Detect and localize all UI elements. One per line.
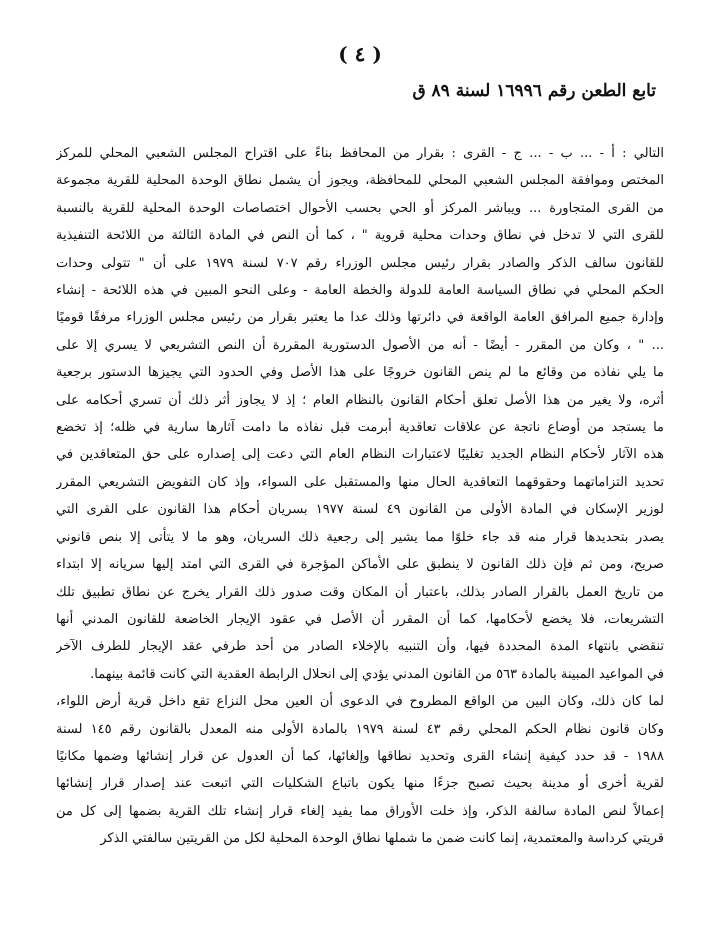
body-line: صريح، ومن ثم فإن ذلك القانون لا ينطبق على الأماكن المؤجرة في القرى التي امتد إليها سريانه إلا ابتداء: [56, 557, 664, 573]
body-line: ١٩٨٨ - قد حدد كيفية إنشاء القرى وتحديد نطاقها وإلغائها، كما أن العدول عن قرار إنشائها وضمها مكانيًا: [56, 748, 664, 764]
body-line: تنقضي بانتهاء المدة المحددة فيها، وأن التنبيه بالإخلاء الصادر من أحد طرفي عقد الإيجار للطرف الآخر: [56, 639, 664, 655]
body-line: في المواعيد المبينة بالمادة ٥٦٣ من القانون المدني يؤدي إلى انحلال الرابطة العقدية التي كانت قائمة بينهما.: [90, 666, 664, 682]
body-line: وإدارة جميع المرافق العامة الواقعة في دائرتها وذلك عدا ما يعتبر بقرار من رئيس مجلس الوزراء مرفقًا قوميًا: [56, 310, 664, 326]
body-line: لوزير الإسكان في المادة الأولى من القانون ٤٩ لسنة ١٩٧٧ بسريان أحكام هذا القانون على القرى التي: [56, 502, 664, 518]
body-line: للقانون سالف الذكر والصادر بقرار رئيس مجلس الوزراء رقم ٧٠٧ لسنة ١٩٧٩ على أن " تتولى وحدات: [56, 255, 664, 271]
body-line: إعمالاً لنص المادة سالفة الذكر، وإذ خلت الأوراق مما يفيد إلغاء قرار إنشاء تلك القرية بضمها إلى كل من: [56, 803, 664, 819]
body-text: [56, 140, 664, 853]
body-line: يصدر بتحديدها قرار منه قد جاء خلوًا مما يشير إلى رجعية ذلك السريان، وهو ما لا يتأتى إلا بنص قانوني: [56, 529, 664, 545]
body-line: ما يستجد من أوضاع ناتجة عن علاقات تعاقدية أبرمت قبل نفاذه ما دامت آثارها سارية في ظله؛ إذ تخضع: [56, 420, 664, 436]
body-line: من القرى المتجاورة ... ويباشر المركز أو الحي بحسب الأحوال اختصاصات الوحدة المحلية للقرية بالنسبة: [56, 200, 664, 216]
body-line: لقرية أخرى أو مدينة بحيث تصبح جزءًا منها يكون باتباع الشكليات التي اتبعت عند إصدار قرار إنشائها: [56, 776, 664, 792]
body-line: المختص وموافقة المجلس الشعبي المحلي للمحافظة، ويجوز أن يشمل نطاق الوحدة المحلية للقرية مجموعة: [56, 173, 664, 189]
body-line: وكان قانون نظام الحكم المحلي رقم ٤٣ لسنة ١٩٧٩ بالمادة الأولى منه المعدل بالقانون رقم ١٤٥ لسنة: [56, 721, 664, 737]
page-number: ( ٤ ): [338, 42, 382, 66]
body-line: التالي : أ - ... ب - ... ج - القرى : بقرار من المحافظ بناءً على اقتراح المجلس الشعبي المحلي للمركز: [56, 146, 664, 161]
body-line: التشريعات، فلا يخضع لأحكامها، كما أن المقرر أن الأصل في عقود الإيجار الخاضعة للقانون المدني أنها: [56, 611, 664, 627]
body-line: ... " ، وكان من المقرر - أيضًا - أنه من الأصول الدستورية المقررة أن النص التشريعي لا يسري إلا على: [56, 337, 664, 353]
body-line: هذه الآثار لأحكام النظام الجديد تغليبًا لاعتبارات النظام العام التي دعت إلى إصداره على حق المتعاقدين في: [56, 447, 664, 463]
body-line: لما كان ذلك، وكان البين من الواقع المطروح في الدعوى أن العين محل النزاع تقع داخل قرية أرض اللواء،: [56, 694, 664, 710]
body-line: للقرى التي لا تدخل في نطاق وحدات محلية قروية " ، كما أن النص في المادة الثالثة من اللائحة التنفيذية: [56, 228, 664, 244]
body-line: تحديد التزاماتهما وحقوقهما التعاقدية الحال منها والمستقبل على السواء، وإذ كان التفويض التشريعي المقرر: [56, 474, 664, 490]
body-line: قريتي كرداسة والمعتمدية، إنما كانت ضمن ما شملها نطاق الوحدة المحلية لكل من القريتين سالفتي الذكر: [100, 831, 664, 847]
appeal-header: تابع الطعن رقم ١٦٩٩٦ لسنة ٨٩ ق: [412, 81, 656, 101]
body-line: أثره، ولا يغير من هذا الأصل تعلق أحكام القانون بالنظام العام ؛ إذ لا يجاوز أثر ذلك أن تسري أحكامه على: [56, 392, 664, 408]
body-line: ما يلي نفاذه من وقائع ما لم ينص القانون خروجًا على هذا الأصل وفي الحدود التي يجيزها الدستور برجعية: [56, 365, 664, 381]
body-line: الحكم المحلي في نطاق السياسة العامة للدولة والخطة العامة - وعلى النحو المبين في هذه اللائحة - إنشاء: [56, 283, 664, 299]
body-line: من تاريخ العمل بالقرار الصادر بذلك، باعتبار أن المكان وقت صدور ذلك القرار يخرج عن نطاق تطبيق تلك: [56, 584, 664, 600]
